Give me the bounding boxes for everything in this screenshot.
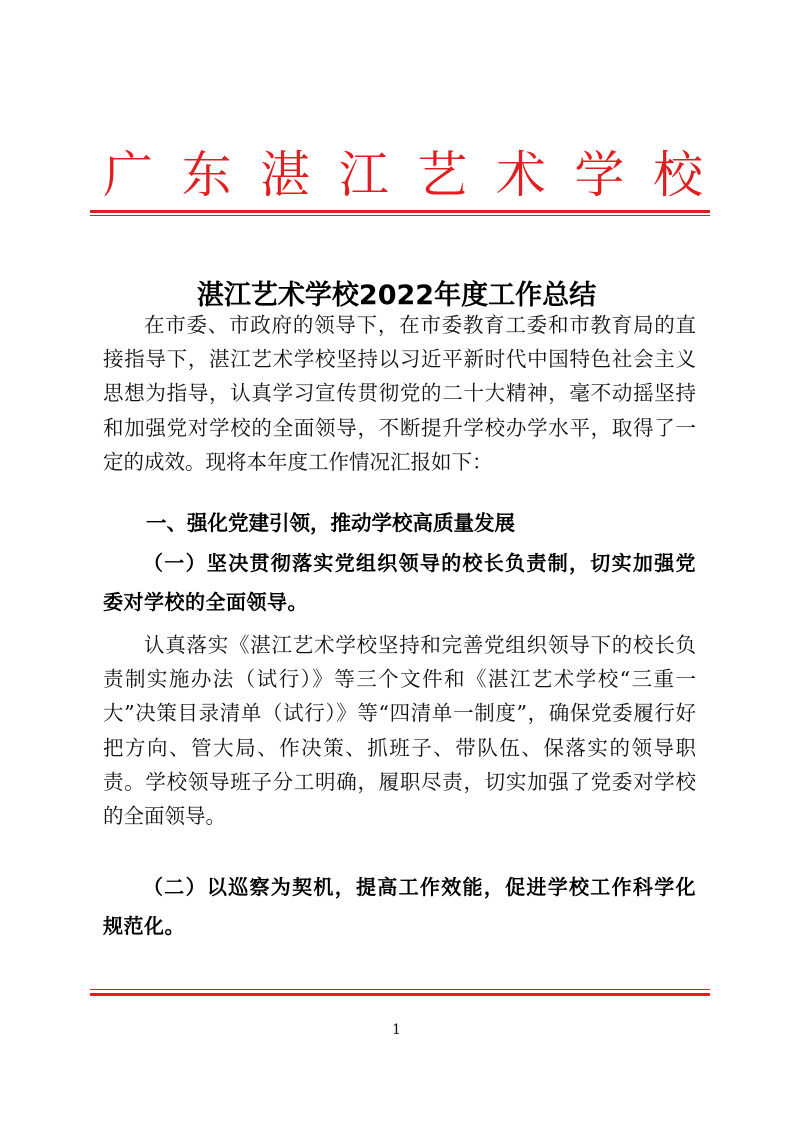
page-number: 1: [392, 1022, 401, 1038]
footer-rule-thin: [90, 989, 710, 990]
footer-rule-thick: [90, 993, 710, 996]
letterhead-char: 艺: [417, 146, 468, 204]
letterhead-char: 江: [338, 146, 389, 204]
letterhead-char: 学: [574, 146, 625, 204]
letterhead-title: [103, 140, 703, 210]
subsection-heading: （二）以巡察为契机，提高工作效能，促进学校工作科学化规范化。: [103, 875, 696, 938]
section-heading: 一、强化党建引领，推动学校高质量发展: [146, 511, 515, 535]
letterhead-char: 校: [652, 146, 703, 204]
letterhead-char: 广: [103, 146, 153, 204]
letterhead-rule-thin: [90, 215, 710, 216]
document-title: 湛江艺术学校2022年度工作总结: [196, 280, 597, 312]
letterhead-char: 术: [495, 146, 546, 204]
letterhead-char: 东: [181, 146, 232, 204]
body-paragraph: 认真落实《湛江艺术学校坚持和完善党组织领导下的校长负责制实施办法（试行）》等三个文件和《湛江艺术学校“三重一大”决策目录清单（试行）》等“四清单一制度”，确保党委履行好把方向、管大局、作决策、抓班子、带队伍、保落实的领导职责。学校领导班子分工明确，履职尽责，切实加强了党委对学校的全面领导。: [103, 633, 696, 829]
letterhead-char: 湛: [260, 146, 311, 204]
intro-paragraph: 在市委、市政府的领导下，在市委教育工委和市教育局的直接指导下，湛江艺术学校坚持以习近平新时代中国特色社会主义思想为指导，认真学习宣传贯彻党的二十大精神，毫不动摇坚持和加强党对学校的全面领导，不断提升学校办学水平，取得了一定的成效。现将本年度工作情况汇报如下：: [103, 313, 696, 474]
subsection-heading: （一）坚决贯彻落实党组织领导的校长负责制，切实加强党委对学校的全面领导。: [103, 551, 696, 614]
letterhead-rule-thick: [90, 210, 710, 213]
